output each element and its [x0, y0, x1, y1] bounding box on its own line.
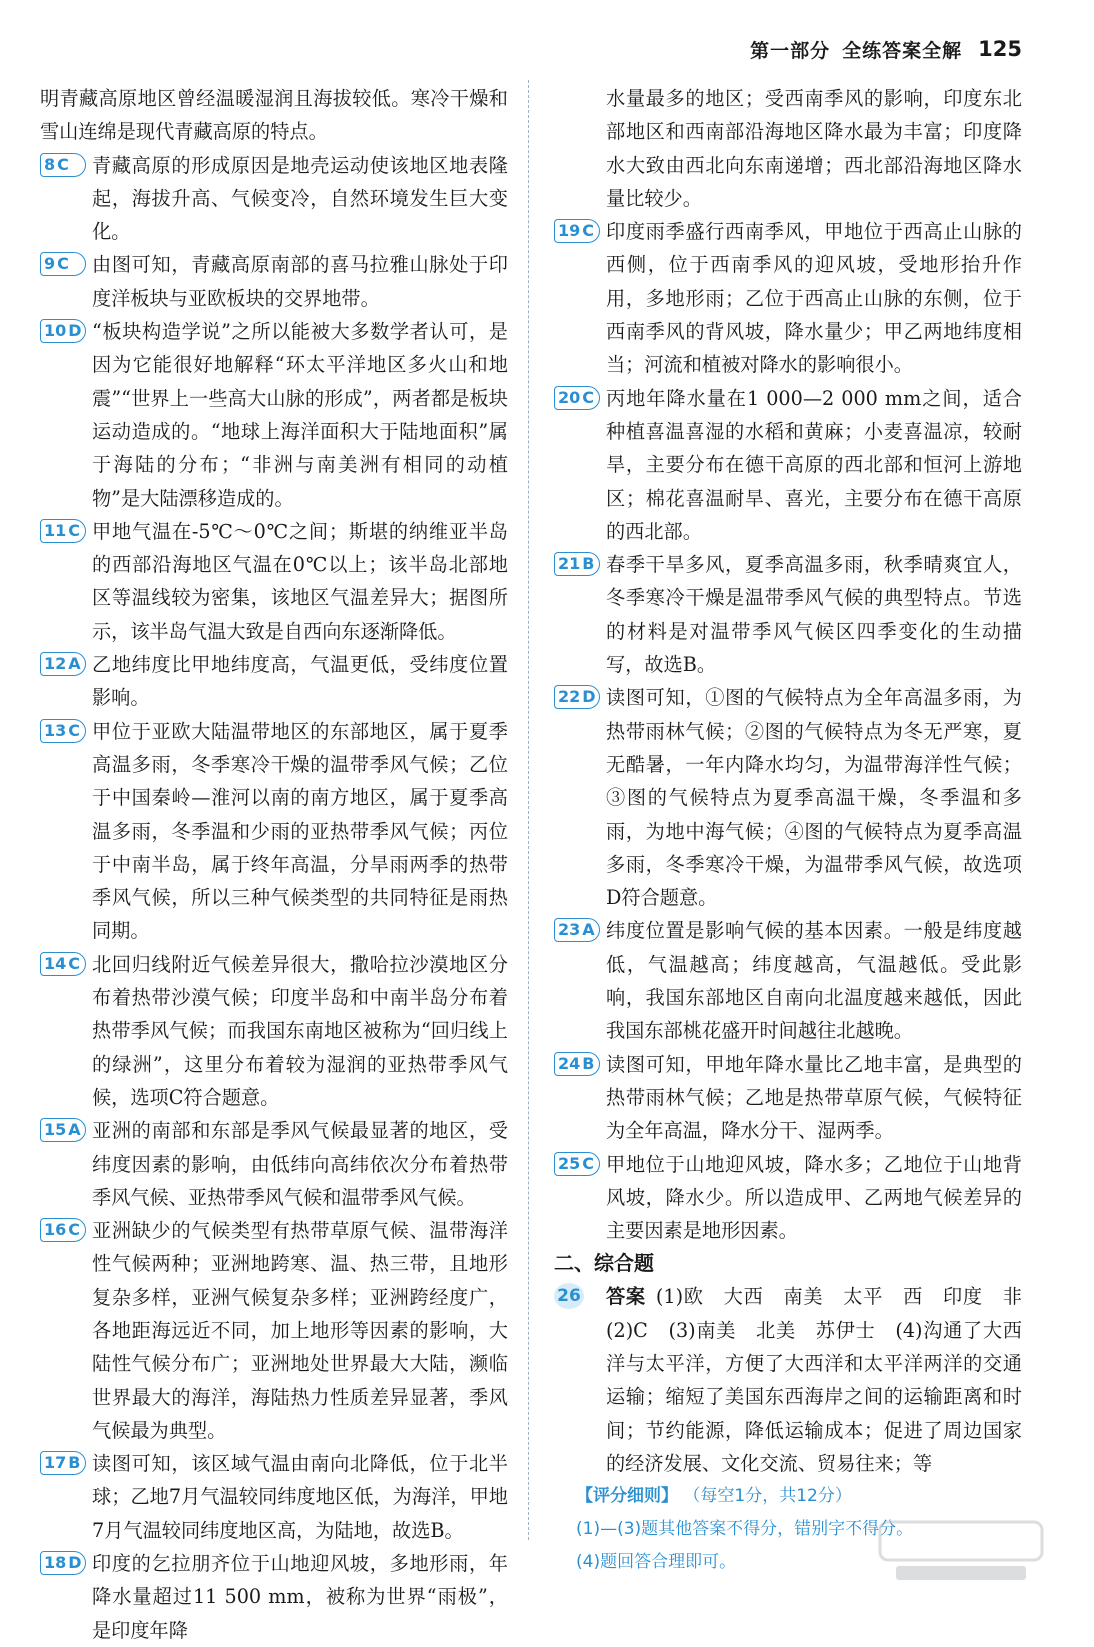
question-number: 14 — [44, 953, 67, 973]
answer-choice: A — [68, 654, 81, 674]
answer-item — [40, 248, 508, 315]
answer-item — [40, 648, 508, 715]
question-number: 15 — [44, 1120, 67, 1140]
question-answer-badge — [554, 685, 600, 709]
question-answer-badge — [40, 1451, 86, 1475]
question-answer-badge — [554, 1052, 600, 1076]
explanation-text: 丙地年降水量在1 000—2 000 mm之间，适合种植喜温喜湿的水稻和黄麻；小麦喜温凉，较耐旱，主要分布在德干高原的西北部和恒河上游地区；棉花喜温耐旱、喜光，主要分布在德干高原的西北部。 — [606, 386, 1022, 543]
question-number: 13 — [44, 720, 67, 740]
explanation-text: 亚洲的南部和东部是季风气候最显著的地区，受纬度因素的影响，由低纬向高纬依次分布着热带季风气候、亚热带季风气候和温带季风气候。 — [92, 1119, 508, 1209]
explanation-text: 青藏高原的形成原因是地壳运动使该地区地表隆起，海拔升高、气候变冷，自然环境发生巨大变化。 — [92, 153, 508, 244]
answer-label: 答案 — [606, 1285, 646, 1309]
answer-item — [554, 1148, 1022, 1248]
question-answer-badge — [554, 386, 600, 410]
question-answer-badge — [40, 719, 86, 743]
explanation-text: 由图可知，青藏高原南部的喜马拉雅山脉处于印度洋板块与亚欧板块的交界地带。 — [92, 253, 508, 310]
answer-item — [554, 914, 1022, 1047]
rubric-tag: 【评分细则】 — [576, 1486, 678, 1507]
explanation-text: 读图可知，该区域气温由南向北降低，位于北半球；乙地7月气温较同纬度地区低，为海洋，甲地7月气温较同纬度地区高，为陆地，故选B。 — [92, 1452, 508, 1542]
page-number: 125 — [978, 37, 1022, 61]
explanation-text: 春季干旱多风，夏季高温多雨，秋季晴爽宜人，冬季寒冷干燥是温带季风气候的典型特点。节选的材料是对温带季风气候区四季变化的生动描写，故选B。 — [606, 553, 1022, 677]
question-answer-badge — [40, 652, 86, 676]
right-column — [554, 82, 1042, 1579]
answer-choice: D — [68, 321, 82, 341]
answer-item — [40, 1447, 508, 1547]
answer-item — [40, 315, 508, 515]
question-answer-badge — [40, 1118, 86, 1142]
answer-choice: C — [68, 1220, 81, 1240]
answer-choice: B — [68, 1453, 81, 1473]
explanation-text: 甲位于亚欧大陆温带地区的东部地区，属于夏季高温多雨，冬季寒冷干燥的温带季风气候；乙位于中国秦岭—淮河以南的南方地区，属于夏季高温多雨，冬季温和少雨的亚热带季风气候；丙位于中南半岛，属于终年高温，分旱雨两季的热带季风气候，所以三种气候类型的共同特征是雨热同期。 — [92, 719, 508, 943]
question-number: 23 — [558, 920, 581, 940]
question-number: 18 — [44, 1553, 67, 1573]
explanation-text: 读图可知，①图的气候特点为全年高温多雨，为热带雨林气候；②图的气候特点为冬无严寒，夏无酷暑，一年内降水均匀，为温带海洋性气候；③图的气候特点为夏季高温干燥，冬季温和多雨，为地中海气候；④图的气候特点为夏季高温多雨，冬季寒冷干燥，为温带季风气候，故选项D符合题意。 — [606, 686, 1022, 910]
question-number-badge: 26 — [554, 1283, 584, 1309]
scoring-rubric-header — [554, 1480, 1022, 1513]
answer-choice: D — [582, 687, 596, 707]
answer-choice: A — [582, 920, 595, 940]
answer-item — [40, 1547, 508, 1647]
left-column — [40, 82, 508, 1647]
answer-choice: C — [68, 720, 81, 740]
question-number: 19 — [558, 221, 581, 241]
answer-item — [40, 715, 508, 948]
question-number: 10 — [44, 321, 67, 341]
subtitle-label: 全练答案全解 — [842, 39, 963, 62]
answer-list-right — [554, 215, 1022, 1247]
question-number: 22 — [558, 687, 581, 707]
answer-choice: B — [582, 1053, 595, 1073]
answer-choice: C — [582, 221, 595, 241]
rubric-line: (4)题回答合理即可。 — [576, 1552, 737, 1573]
answer-item — [554, 382, 1022, 548]
question-answer-badge — [40, 952, 86, 976]
question-answer-badge — [40, 252, 86, 276]
question-answer-badge — [40, 153, 86, 177]
question-answer-badge — [554, 219, 600, 243]
answer-item — [40, 515, 508, 648]
question-answer-badge — [554, 918, 600, 942]
answer-item — [554, 215, 1022, 381]
answer-choice: C — [57, 154, 69, 174]
watermark-logo-icon — [876, 1516, 1046, 1586]
answer-choice: B — [582, 554, 595, 574]
explanation-text: 印度雨季盛行西南季风，甲地位于西高止山脉的西侧，位于西南季风的迎风坡，受地形抬升作用，多地形雨；乙位于西高止山脉的东侧，位于西南季风的背风坡，降水量少；甲乙两地纬度相当；河流和植被对降水的影响很小。 — [606, 220, 1022, 377]
explanation-text: 印度的乞拉朋齐位于山地迎风坡，多地形雨，年降水量超过11 500 mm，被称为世界“雨极”，是印度年降 — [92, 1552, 508, 1642]
explanation-text: 亚洲缺少的气候类型有热带草原气候、温带海洋性气候两种；亚洲地跨寒、温、热三带，且地形复杂多样，亚洲气候复杂多样；亚洲跨经度广，各地距海远近不同，加上地形等因素的影响，大陆性气候分布广；亚洲地处世界最大大陆，濒临世界最大的海洋，海陆热力性质差异显著，季风气候最为典型。 — [92, 1219, 508, 1442]
question-answer-badge — [40, 1218, 86, 1242]
answer-choice: C — [582, 1153, 595, 1173]
section-label: 第一部分 — [750, 39, 831, 62]
answer-item — [554, 681, 1022, 914]
answer-choice: C — [57, 254, 69, 274]
answer-choice: A — [68, 1120, 81, 1140]
continued-paragraph: 明青藏高原地区曾经温暖湿润且海拔较低。寒冷干燥和雪山连绵是现代青藏高原的特点。 — [40, 87, 508, 144]
question-number: 16 — [44, 1220, 67, 1240]
answer-item — [40, 149, 508, 249]
question-number: 24 — [558, 1053, 581, 1073]
explanation-text: “板块构造学说”之所以能被大多数学者认可，是因为它能很好地解释“环太平洋地区多火山和地震”“世界上一些高大山脉的形成”，两者都是板块运动造成的。“地球上海洋面积大于陆地面积”属于海陆的分布；“非洲与南美洲有相同的动植物”是大陆漂移造成的。 — [92, 320, 508, 510]
question-answer-badge — [554, 1152, 600, 1176]
question-answer-badge — [40, 519, 86, 543]
explanation-text: 甲地位于山地迎风坡，降水多；乙地位于山地背风坡，降水少。所以造成甲、乙两地气候差异的主要因素是地形因素。 — [606, 1152, 1022, 1243]
question-answer-badge — [554, 552, 600, 576]
section-heading: 二、综合题 — [554, 1251, 654, 1276]
question-answer-badge — [40, 1551, 86, 1575]
question-number: 12 — [44, 654, 67, 674]
question-number: 25 — [558, 1153, 581, 1173]
question-number: 20 — [558, 387, 581, 407]
explanation-text: 读图可知，甲地年降水量比乙地丰富，是典型的热带雨林气候；乙地是热带草原气候，气候特征为全年高温，降水分干、湿两季。 — [606, 1052, 1022, 1143]
answer-choice: C — [582, 387, 595, 407]
explanation-text: 甲地气温在-5℃～0℃之间；斯堪的纳维亚半岛的西部沿海地区气温在0℃以上；该半岛北部地区等温线较为密集，该地区气温差异大；据图所示，该半岛气温大致是自西向东逐渐降低。 — [92, 519, 508, 643]
explanation-text: 北回归线附近气候差异很大，撒哈拉沙漠地区分布着热带沙漠气候；印度半岛和中南半岛分布着热带季风气候；而我国东南地区被称为“回归线上的绿洲”，这里分布着较为湿润的亚热带季风气候，选项C符合题意。 — [92, 952, 508, 1109]
question-answer-badge — [40, 319, 86, 343]
rubric-line: (1)—(3)题其他答案不得分，错别字不得分。 — [576, 1519, 914, 1540]
answer-text: (1)欧 大西 南美 太平 西 印度 非 (2)C (3)南美 北美 苏伊士 (4)沟通了大西洋与太平洋，方便了大西洋和太平洋两洋的交通运输；缩短了美国东西海岸之间的运输距离和时间；节约能源，降低运输成本；促进了周边国家的经济发展、文化交流、贸易往来；等 — [606, 1285, 1042, 1475]
question-number: 8 — [44, 154, 56, 174]
answer-choice: C — [68, 520, 81, 540]
rubric-score: （每空1分，共12分） — [683, 1486, 852, 1507]
answer-list-left — [40, 149, 508, 1647]
explanation-text: 乙地纬度比甲地纬度高，气温更低，受纬度位置影响。 — [92, 653, 508, 710]
comprehensive-question-26 — [554, 1280, 1042, 1480]
answer-choice: D — [68, 1553, 82, 1573]
page-header — [750, 32, 1022, 66]
answer-item — [40, 1114, 508, 1214]
answer-item — [554, 1048, 1022, 1148]
answer-item — [40, 1214, 508, 1447]
question-number: 17 — [44, 1453, 67, 1473]
answer-choice: C — [68, 953, 81, 973]
answer-item — [40, 948, 508, 1114]
column-divider — [528, 80, 529, 1540]
question-number: 11 — [44, 520, 67, 540]
question-number: 21 — [558, 554, 581, 574]
continued-paragraph: 水量最多的地区；受西南季风的影响，印度东北部地区和西南部沿海地区降水最为丰富；印度降水大致由西北向东南递增；西北部沿海地区降水量比较少。 — [606, 87, 1022, 210]
explanation-text: 纬度位置是影响气候的基本因素。一般是纬度越低，气温越高；纬度越高，气温越低。受此影响，我国东部地区自南向北温度越来越低，因此我国东部桃花盛开时间越往北越晚。 — [606, 919, 1022, 1043]
question-number: 9 — [44, 254, 56, 274]
answer-item — [554, 548, 1022, 681]
